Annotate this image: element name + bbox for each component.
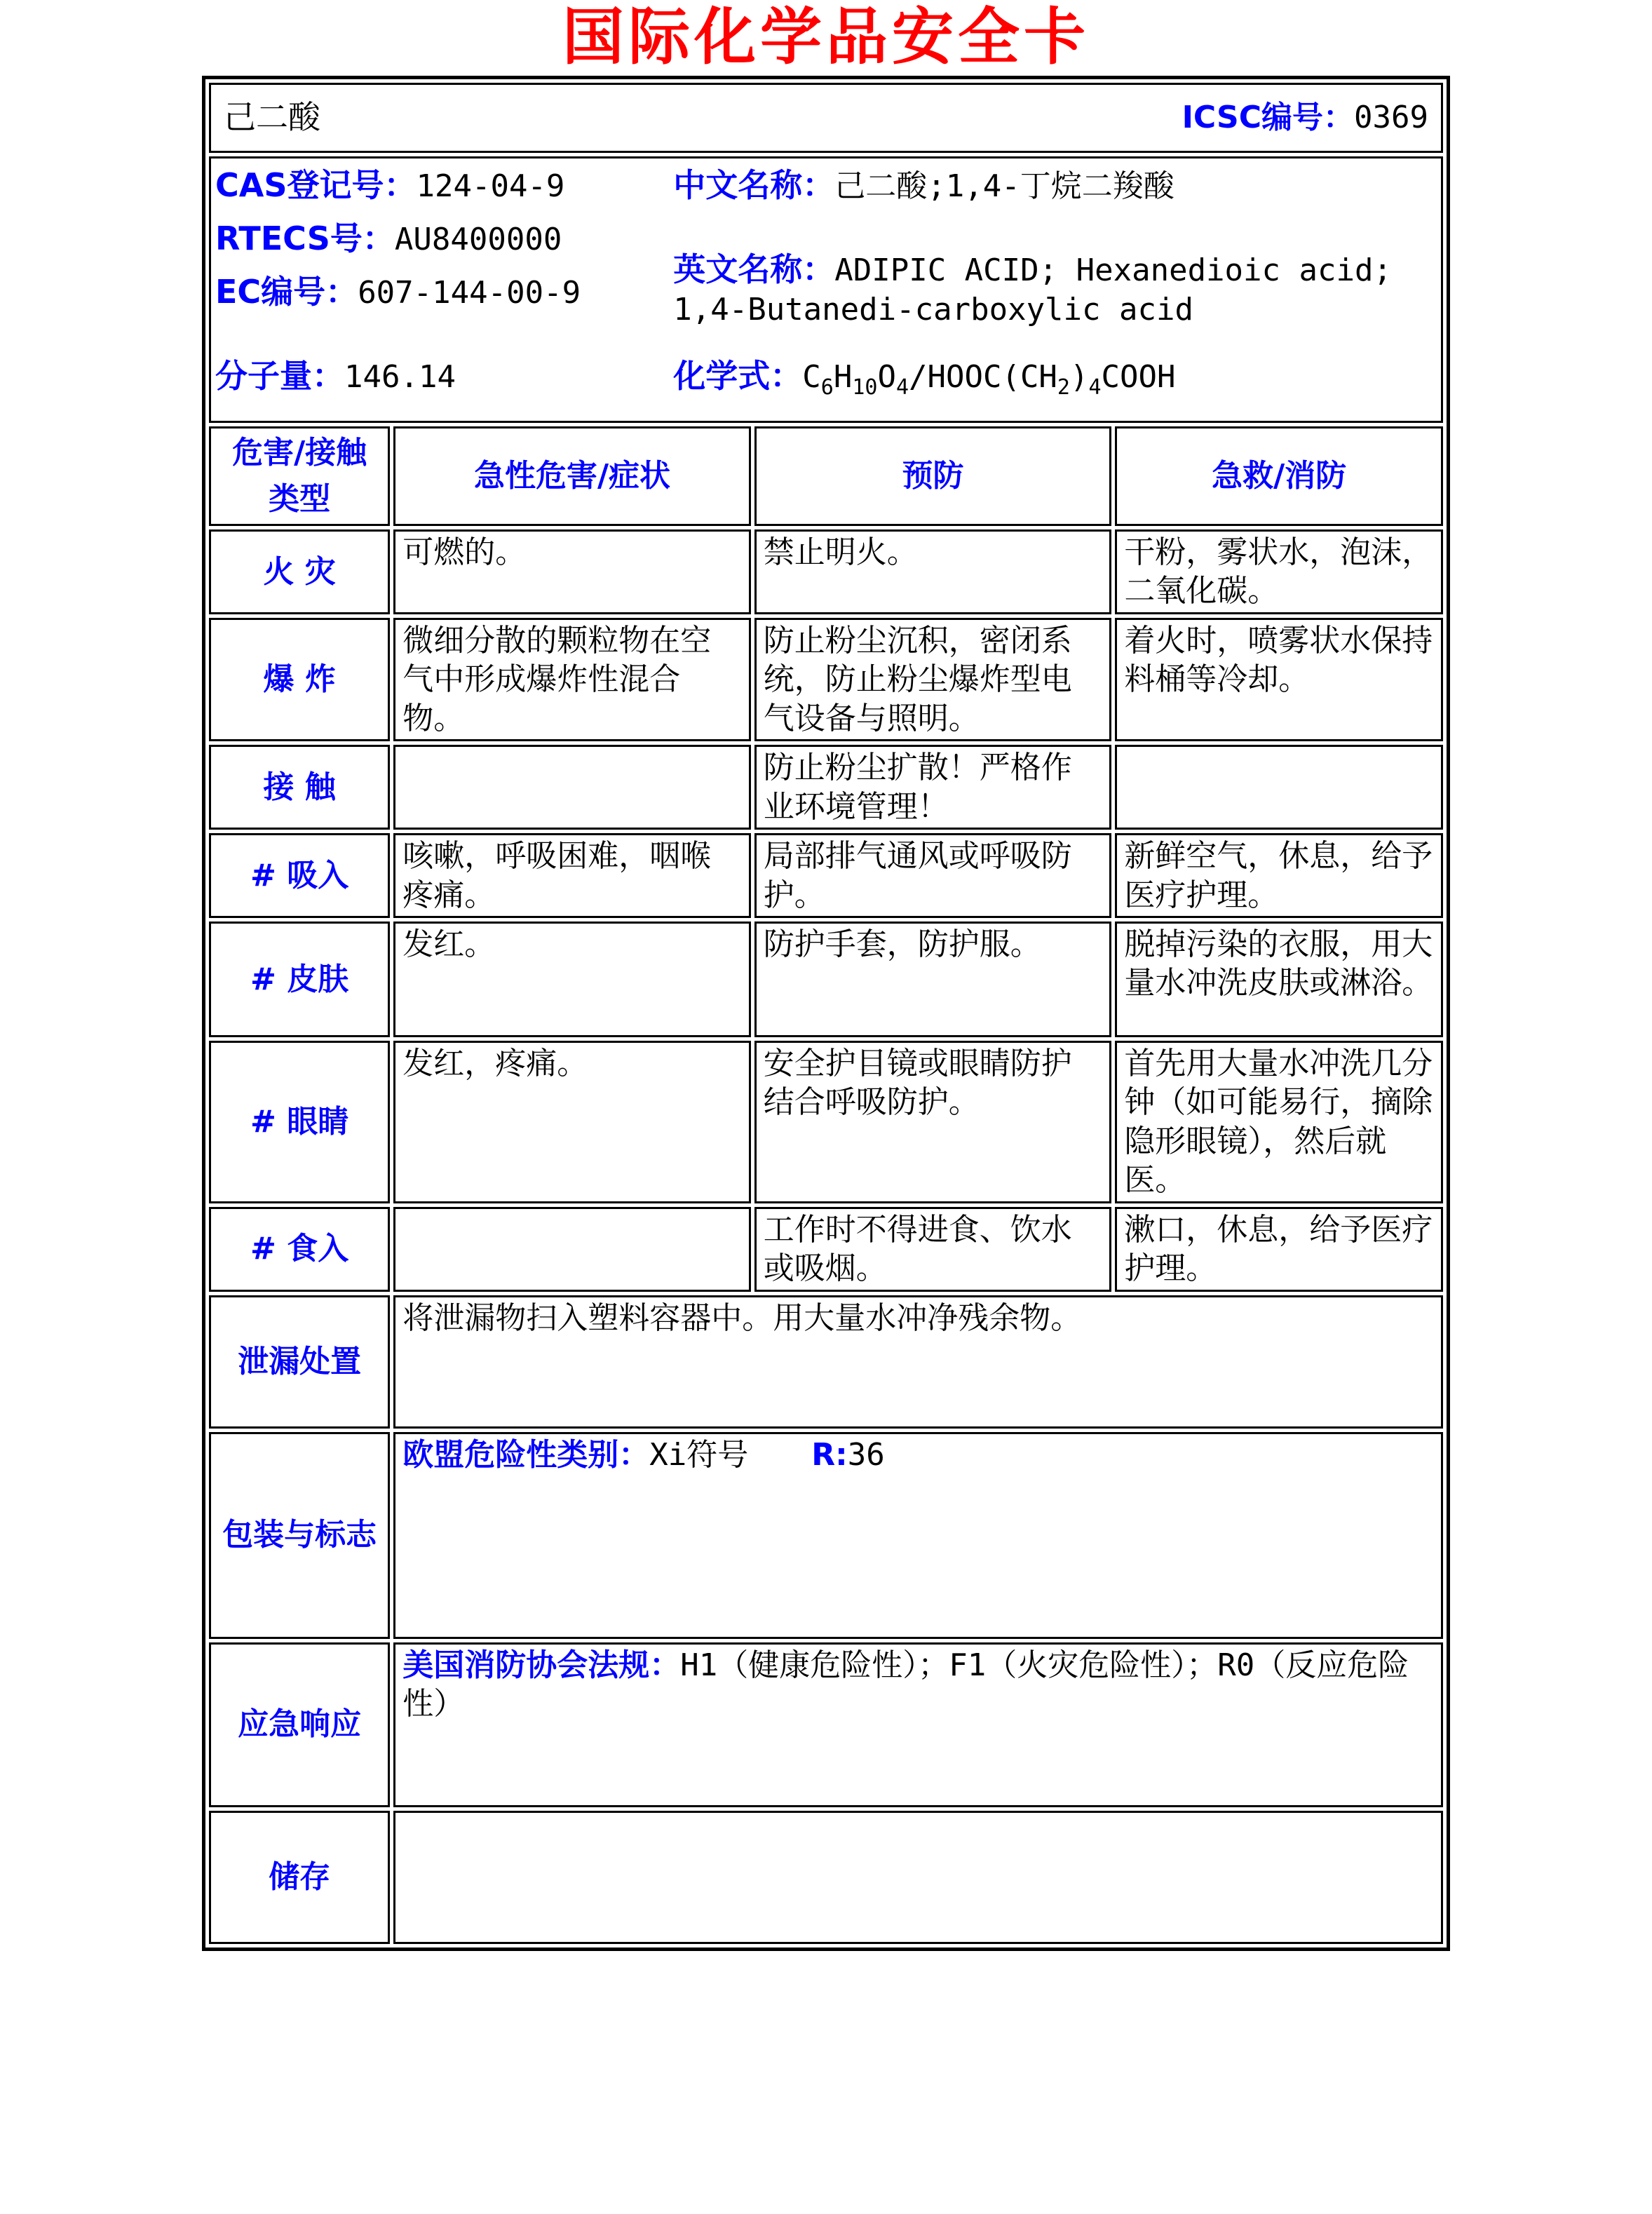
english-name-value: ADIPIC ACID; Hexanedioic acid; 1,4-Butanedi-carboxylic acid xyxy=(673,252,1392,328)
inhalation-symptoms: 咳嗽，呼吸困难，咽喉疼痛。 xyxy=(393,833,751,918)
chinese-name-line xyxy=(673,166,1437,206)
response-header: 急救/消防 xyxy=(1115,426,1443,526)
cas-number-line xyxy=(215,166,673,206)
hazard-header-row xyxy=(209,426,1443,526)
molecular-weight-label: 分子量： xyxy=(215,357,344,396)
symptoms-header: 急性危害/症状 xyxy=(393,426,751,526)
formula-subscript: 4 xyxy=(895,374,909,400)
chinese-name-value: 己二酸;1,4-丁烷二羧酸 xyxy=(834,168,1174,204)
nfpa-label: 美国消防协会法规： xyxy=(402,1647,681,1683)
exposure-category: 接 触 xyxy=(209,745,390,830)
inhalation-row xyxy=(209,833,1443,918)
formula-subscript: 4 xyxy=(1088,374,1102,400)
icsc-number xyxy=(1182,98,1428,137)
identity-row xyxy=(209,156,1443,423)
explosion-symptoms: 微细分散的颗粒物在空气中形成爆炸性混合物。 xyxy=(393,618,751,741)
chemical-formula-value xyxy=(802,359,1176,400)
storage-content xyxy=(393,1811,1443,1944)
icsc-number-value: 0369 xyxy=(1354,100,1428,136)
chemical-formula-label: 化学式： xyxy=(673,357,803,396)
card-header-row xyxy=(209,83,1443,153)
ingestion-prevention: 工作时不得进食、饮水或吸烟。 xyxy=(754,1207,1112,1292)
packaging-content xyxy=(393,1432,1443,1639)
packaging-row xyxy=(209,1432,1443,1639)
hazard-type-header xyxy=(209,426,390,526)
exposure-prevention: 防止粉尘扩散！严格作业环境管理！ xyxy=(754,745,1112,830)
ec-value: 607-144-00-9 xyxy=(358,274,581,311)
exposure-row xyxy=(209,745,1443,830)
chemical-formula-line xyxy=(673,356,1437,400)
english-name-line xyxy=(673,250,1437,329)
eyes-row xyxy=(209,1041,1443,1203)
exposure-response xyxy=(1115,745,1443,830)
ingestion-category: # 食入 xyxy=(209,1207,390,1292)
emergency-row xyxy=(209,1642,1443,1807)
hazard-type-header-line1: 危害/接触 xyxy=(232,435,367,471)
packaging-category: 包装与标志 xyxy=(209,1432,390,1639)
identity-grid xyxy=(215,166,1437,410)
icsc-card-table xyxy=(202,76,1450,1951)
eyes-symptoms: 发红，疼痛。 xyxy=(393,1041,751,1203)
eyes-response: 首先用大量水冲洗几分钟（如可能易行，摘除隐形眼镜），然后就医。 xyxy=(1115,1041,1443,1203)
hazard-type-header-line2: 类型 xyxy=(269,481,331,517)
spillage-row xyxy=(209,1295,1443,1429)
explosion-prevention: 防止粉尘沉积，密闭系统，防止粉尘爆炸型电气设备与照明。 xyxy=(754,618,1112,741)
explosion-response: 着火时，喷雾状水保持料桶等冷却。 xyxy=(1115,618,1443,741)
storage-category: 储存 xyxy=(209,1811,390,1944)
fire-row xyxy=(209,529,1443,614)
rtecs-value: AU8400000 xyxy=(394,221,562,257)
emergency-category: 应急响应 xyxy=(209,1642,390,1807)
formula-subscript: 6 xyxy=(820,374,834,400)
registry-numbers xyxy=(215,166,673,356)
page-title: 国际化学品安全卡 xyxy=(562,0,1090,73)
ingestion-row xyxy=(209,1207,1443,1292)
inhalation-category: # 吸入 xyxy=(209,833,390,918)
eyes-prevention: 安全护目镜或眼睛防护结合呼吸防护。 xyxy=(754,1041,1112,1203)
english-name-label: 英文名称： xyxy=(673,250,835,288)
nfpa-value: H1（健康危险性）；F1（火灾危险性）；R0（反应危险性） xyxy=(402,1647,1409,1722)
fire-symptoms: 可燃的。 xyxy=(393,529,751,614)
formula-part: H xyxy=(833,359,853,396)
formula-part: O xyxy=(877,359,896,396)
chinese-name-label: 中文名称： xyxy=(673,166,835,204)
storage-row xyxy=(209,1811,1443,1944)
identity-cell xyxy=(209,156,1443,423)
formula-part: /HOOC(CH xyxy=(909,359,1057,396)
eu-hazard-class-value: Xi符号 xyxy=(649,1436,749,1473)
molecular-weight-line xyxy=(215,356,673,397)
r-phrase-value: 36 xyxy=(847,1436,885,1473)
eu-hazard-class-label: 欧盟危险性类别： xyxy=(402,1436,650,1473)
inhalation-response: 新鲜空气，休息，给予医疗护理。 xyxy=(1115,833,1443,918)
formula-subscript: 10 xyxy=(852,374,878,400)
icsc-number-label: ICSC编号： xyxy=(1182,100,1355,136)
r-phrase-label: R: xyxy=(811,1436,848,1473)
fire-response: 干粉，雾状水，泡沫，二氧化碳。 xyxy=(1115,529,1443,614)
explosion-category: 爆 炸 xyxy=(209,618,390,741)
card-header-cell xyxy=(209,83,1443,153)
molecular-weight-value: 146.14 xyxy=(344,359,456,396)
skin-response: 脱掉污染的衣服，用大量水冲洗皮肤或淋浴。 xyxy=(1115,922,1443,1037)
skin-symptoms: 发红。 xyxy=(393,922,751,1037)
rtecs-number-line xyxy=(215,219,673,259)
skin-row xyxy=(209,922,1443,1037)
skin-prevention: 防护手套，防护服。 xyxy=(754,922,1112,1037)
explosion-row xyxy=(209,618,1443,741)
ingestion-symptoms xyxy=(393,1207,751,1292)
emergency-content xyxy=(393,1642,1443,1807)
cas-value: 124-04-9 xyxy=(416,168,565,204)
cas-label: CAS登记号： xyxy=(215,166,417,204)
card-header-bar xyxy=(218,97,1434,138)
exposure-symptoms xyxy=(393,745,751,830)
spillage-content: 将泄漏物扫入塑料容器中。用大量水冲净残余物。 xyxy=(393,1295,1443,1429)
fire-prevention: 禁止明火。 xyxy=(754,529,1112,614)
ec-label: EC编号： xyxy=(215,272,358,311)
formula-subscript: 2 xyxy=(1057,374,1070,400)
rtecs-label: RTECS号： xyxy=(215,219,395,257)
inhalation-prevention: 局部排气通风或呼吸防护。 xyxy=(754,833,1112,918)
skin-category: # 皮肤 xyxy=(209,922,390,1037)
formula-part: COOH xyxy=(1101,359,1176,396)
substance-name: 己二酸 xyxy=(224,98,320,137)
substance-names xyxy=(673,166,1437,356)
spillage-category: 泄漏处置 xyxy=(209,1295,390,1429)
ingestion-response: 漱口，休息，给予医疗护理。 xyxy=(1115,1207,1443,1292)
fire-category: 火 灾 xyxy=(209,529,390,614)
prevention-header: 预防 xyxy=(754,426,1112,526)
ec-number-line xyxy=(215,272,673,313)
formula-part: ) xyxy=(1069,359,1089,396)
formula-part: C xyxy=(802,359,821,396)
eyes-category: # 眼睛 xyxy=(209,1041,390,1203)
